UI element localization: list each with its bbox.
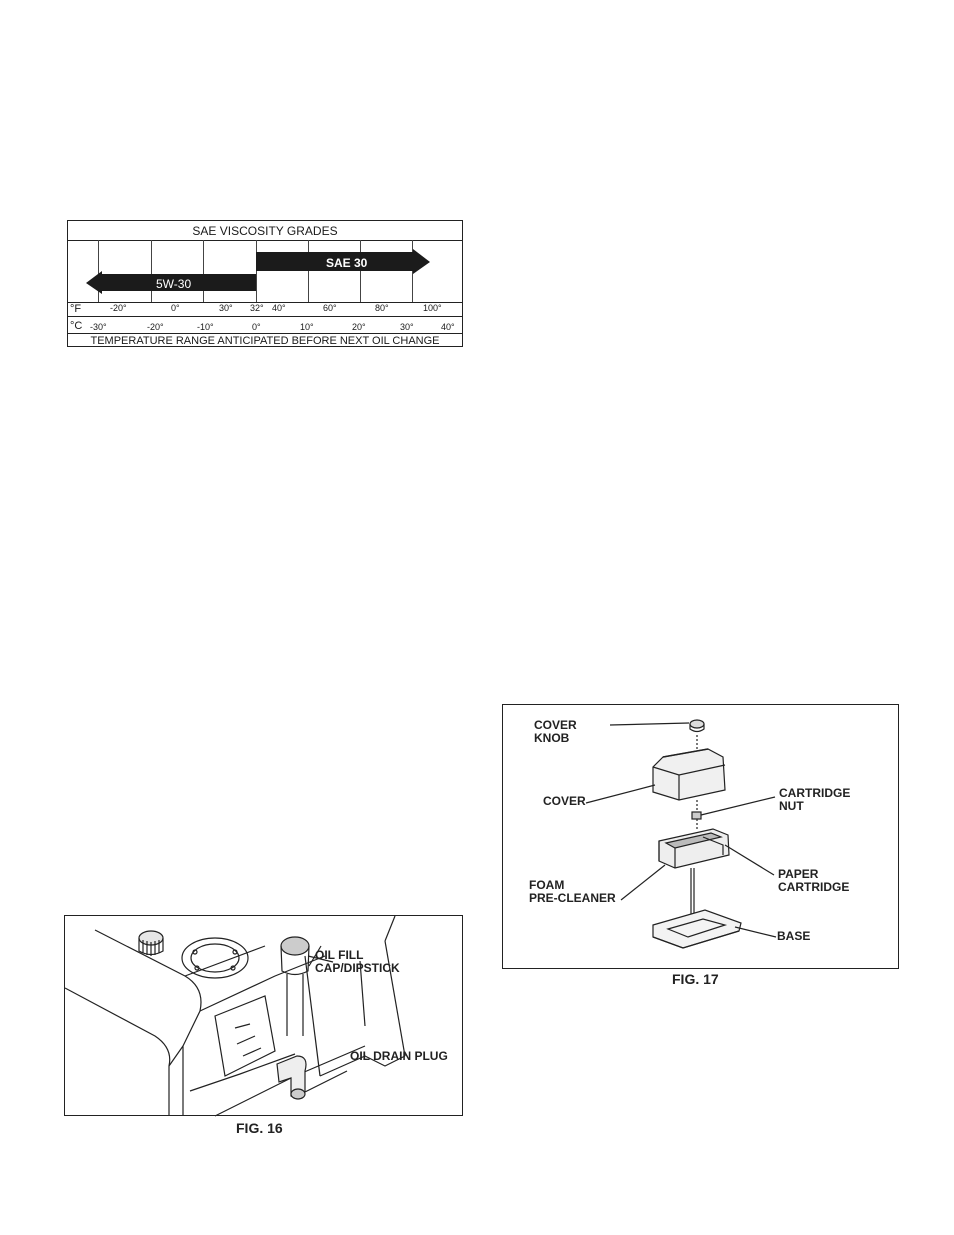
- fig16-caption: FIG. 16: [236, 1120, 283, 1136]
- viscosity-chart-title: SAE VISCOSITY GRADES: [192, 224, 338, 238]
- f-tick: 100°: [423, 303, 442, 313]
- c-tick: -30°: [90, 322, 107, 332]
- label-foam-precleaner: FOAM PRE-CLEANER: [529, 878, 616, 905]
- label-oil-drain: OIL DRAIN PLUG: [350, 1049, 448, 1063]
- c-tick: 20°: [352, 322, 366, 332]
- oil-fill-cap: [281, 937, 309, 955]
- c-tick: 40°: [441, 322, 455, 332]
- c-tick: 0°: [252, 322, 261, 332]
- fig17-caption: FIG. 17: [672, 971, 719, 987]
- fig16-diagram: [64, 915, 463, 1116]
- c-tick: 10°: [300, 322, 314, 332]
- label-cartridge-nut: CARTRIDGE NUT: [779, 786, 851, 813]
- fahrenheit-unit: °F: [70, 303, 82, 315]
- c-tick: -20°: [147, 322, 164, 332]
- f-tick: 80°: [375, 303, 389, 313]
- c-tick: 30°: [400, 322, 414, 332]
- label-cover-knob: COVER KNOB: [534, 718, 577, 745]
- label-base: BASE: [777, 929, 811, 943]
- label-oil-fill: OIL FILL CAP/DIPSTICK: [315, 948, 400, 975]
- label-cover: COVER: [543, 794, 586, 808]
- viscosity-arrows: [68, 221, 464, 301]
- grade-5w30-label: 5W-30: [156, 277, 192, 291]
- fig17-diagram: [502, 704, 899, 969]
- celsius-unit: °C: [70, 320, 83, 332]
- grade-sae30-label: SAE 30: [326, 256, 368, 270]
- c-tick: -10°: [197, 322, 214, 332]
- f-tick: 0°: [171, 303, 180, 313]
- viscosity-chart-footer: TEMPERATURE RANGE ANTICIPATED BEFORE NEXT OIL CHANGE: [90, 335, 440, 347]
- f-tick: -20°: [110, 303, 127, 313]
- paper-cartridge-part: [659, 829, 729, 868]
- cartridge-nut-part: [692, 812, 701, 819]
- f-tick: 60°: [323, 303, 337, 313]
- f-tick: 40°: [272, 303, 286, 313]
- cover-knob-part: [690, 720, 704, 728]
- label-paper-cartridge: PAPER CARTRIDGE: [778, 867, 850, 894]
- f-tick: 32°: [250, 303, 264, 313]
- engine-illustration: [65, 916, 464, 1117]
- viscosity-chart: [67, 220, 463, 347]
- f-tick: 30°: [219, 303, 233, 313]
